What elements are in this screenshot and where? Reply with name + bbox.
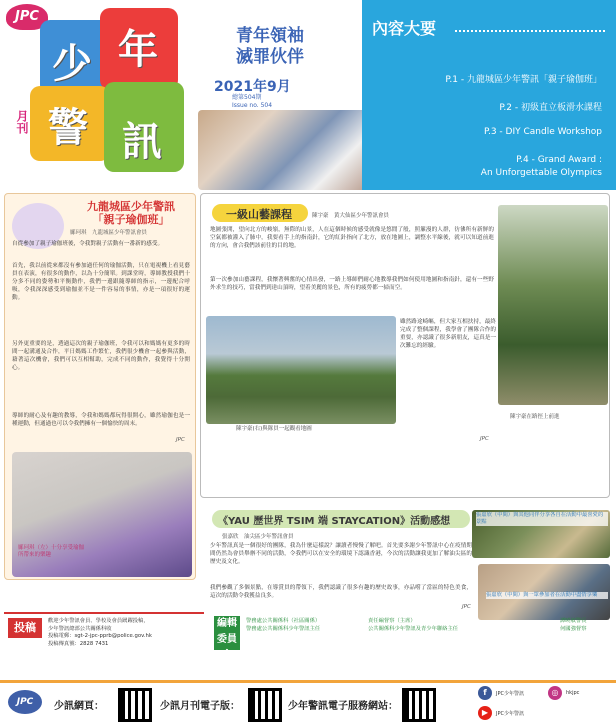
signoff: JPC [462,604,471,610]
hiking-caption: 陳宇豪(右)與隊員一起觀看地圖 [236,426,312,432]
staycation-caption: 張嘉欣（中間）與其他同伴分享各自在活動中最喜愛的景點 [476,512,608,526]
youtube-label[interactable]: JPC少年警訊 [496,711,524,717]
title-line-2: 滅罪伙伴 [236,47,304,67]
editor-item: 何國強督察 [560,625,587,632]
submit-fax: 投稿傳真號：2828 7431 [48,640,109,647]
hiking-title: 一級山藝課程 [226,208,292,221]
toc-item: An Unforgettable Olympics [480,168,602,178]
staycation-paragraph: 我們參觀了多個景點，在導賞員的帶領下，我們認識了很多有趣的歷史故事，亦品嚐了當區的特色美食，這次的活動令我獲益良多。 [210,585,472,600]
hiking-paragraph: 第一次參加山藝課程，我懷著興奮的心情出發，一路上導師們耐心地教導我們如何使用地圖和指南針，還有一些野外求生的技巧，當我們到達山頂時，望着美麗的景色，所有的疲勞都一掃而空。 [210,277,494,292]
jpc-logo: JPC [6,4,48,30]
issue-en: Issue no. 504 [232,102,273,109]
yoga-caption: 鄺珂琪（左）十分享受瑜伽所帶來的樂趣 [18,545,85,558]
hiking-paragraph: 雖然路途崎嶇，但大家互相扶持，最終完成了整個課程，我學會了團隊合作的重要，亦認識了很多新朋友，這真是一次難忘的經驗。 [400,319,496,350]
yoga-paragraph: 首先，我以前從來都沒有參加過任何的瑜伽活動，只在電視機上看見藝員在表演，有很多的動作，以為十分簡單。到課堂時，導師教授我們十分多不同的姿勢和平衡動作，我們一邊跟隨導師的指示，一邊配合呼吸，令我深深感受到瑜伽並不是一件容易的事情，亦是一項很好的運動。 [12,263,190,302]
editor-label: 編輯委員會 [214,616,240,650]
footer-logo: JPC [8,690,42,714]
editor-col-2 [368,618,488,633]
staycation-paragraph: 少年警訊真是一個很好的團隊，我為什麼這樣說？讓讀者慢慢了解吧。首先要多謝少年警訊中心在疫情期間仍然為會員舉辦不同的活動，令我們可以在安全的環境下認識香港，今次的活動讓我更加了解油尖區的歷史及文化。 [210,543,472,566]
yoga-author: 鄺珂琪 九龍城區少年警訊會員 [70,230,148,236]
yoga-paragraph: 另外更重要的是，透過這次的親子瑜伽班，令我可以和媽媽有更多的時間一起溝通及合作，平日媽媽工作繁忙，我們很少機會一起參與活動，藉著這次機會，我們可以互相幫助，完成不同的動作，我覺得十分開心。 [12,341,190,372]
masthead-char-3: 警 [48,104,88,151]
editor-item: 公共關係科少年警訊及青少年聯絡主任 [368,625,459,632]
staycation-author: 張嘉欣 油尖區少年警訊會員 [222,534,294,540]
hiking-photo-trail [498,205,608,405]
editor-col-3 [560,618,612,633]
website-label: 少訊網頁： [54,701,104,712]
issue-zh: 總第504期 [232,94,262,101]
yoga-paragraph: 自從參加了親子瑜伽班後，令我對親子活動有一番新的感受。 [12,241,164,247]
masthead-char-1: 少 [52,40,92,87]
issue-date: 2021年9月 [214,79,291,95]
instagram-icon[interactable]: ◎ [548,686,562,700]
toc-item: P.2 - 初級直立板滑水課程 [499,103,602,113]
facebook-icon[interactable]: f [478,686,492,700]
instagram-label[interactable]: hkjpc [566,690,580,696]
monthly-label: 月刊 [15,110,29,134]
hiking-paragraph: 地圖張開，望向北方的峻嶺，無際的山景，人在這個時候的感受就像是悠閒了般，照簾漫的人群，彷彿所有新鮮的空氣都被灌入了肺中，我要看手上的指南針，它的紅針指向了北方，放在地圖上，調整水平線後，就可以知道前進的方向，會合我們該前往的目的地。 [210,227,494,250]
toc-divider [455,30,605,32]
editor-col-1 [246,618,366,633]
submit-line: 歡迎少年警訊會員、學校及會員踴躍投稿， [48,618,149,624]
staycation-caption: 張嘉欣（中間）與一眾參加者在活動中盡情享樂 [486,592,608,599]
submit-info [48,618,204,648]
toc-item: P.3 - DIY Candle Workshop [483,127,602,137]
cover-photo [198,110,378,190]
facebook-label[interactable]: JPC少年警訊 [496,691,524,697]
hiking-photo-lake [206,316,396,424]
editor-item: 譚曉敏警長 [560,618,587,624]
yoga-title-line1: 九龍城區少年警訊 [87,200,175,213]
eservice-qr-icon[interactable] [402,688,436,722]
hiking-caption: 陳宇豪在路徑上前進 [510,414,560,420]
editor-item: 責任編督察（主席） [368,618,416,624]
yoga-title [68,200,194,226]
yoga-paragraph: 導師的耐心及有趣的教導，令我和媽媽都玩得很開心，雖然瑜伽也是一種運動，但通過也可以令我們擁有一個愉快的周末。 [12,413,190,428]
hiking-author: 陳宇豪 黃大仙區少年警訊會員 [312,213,390,219]
masthead-char-4: 訊 [122,118,162,165]
signoff: JPC [480,436,489,442]
emagazine-qr-icon[interactable] [248,688,282,722]
submit-label: 投稿 [8,618,42,638]
editor-item: 警務處公共關係科（社區關係） [246,618,321,624]
submit-email[interactable]: 投稿電郵：sgt-2-jpc-pprb@police.gov.hk [48,633,152,639]
staycation-title: 《YAU 歷世界 TSIM 端 STAYCATION》活動感想 [218,516,451,527]
toc-title: 內容大要 [372,19,437,38]
signoff: JPC [176,437,185,443]
issue-number [232,94,272,110]
editor-item: 警務處公共關係科少年警訊主任 [246,625,321,632]
youtube-icon[interactable]: ▶ [478,706,492,720]
submit-line: 少年警訊總部公共關係科收 [48,625,112,632]
toc-item: P.4 - Grand Award : [516,155,602,165]
masthead-char-2: 年 [118,26,158,73]
yoga-title-line2: 「親子瑜伽班」 [92,213,170,226]
title-line-1: 青年領袖 [236,26,304,46]
toc-item: P.1 - 九龍城區少年警訊「親子瑜伽班」 [445,75,602,85]
header-title [200,26,340,68]
website-qr-icon[interactable] [118,688,152,722]
eservice-label: 少年警訊電子服務網站： [288,701,398,712]
emagazine-label: 少訊月刊電子版： [160,701,240,712]
